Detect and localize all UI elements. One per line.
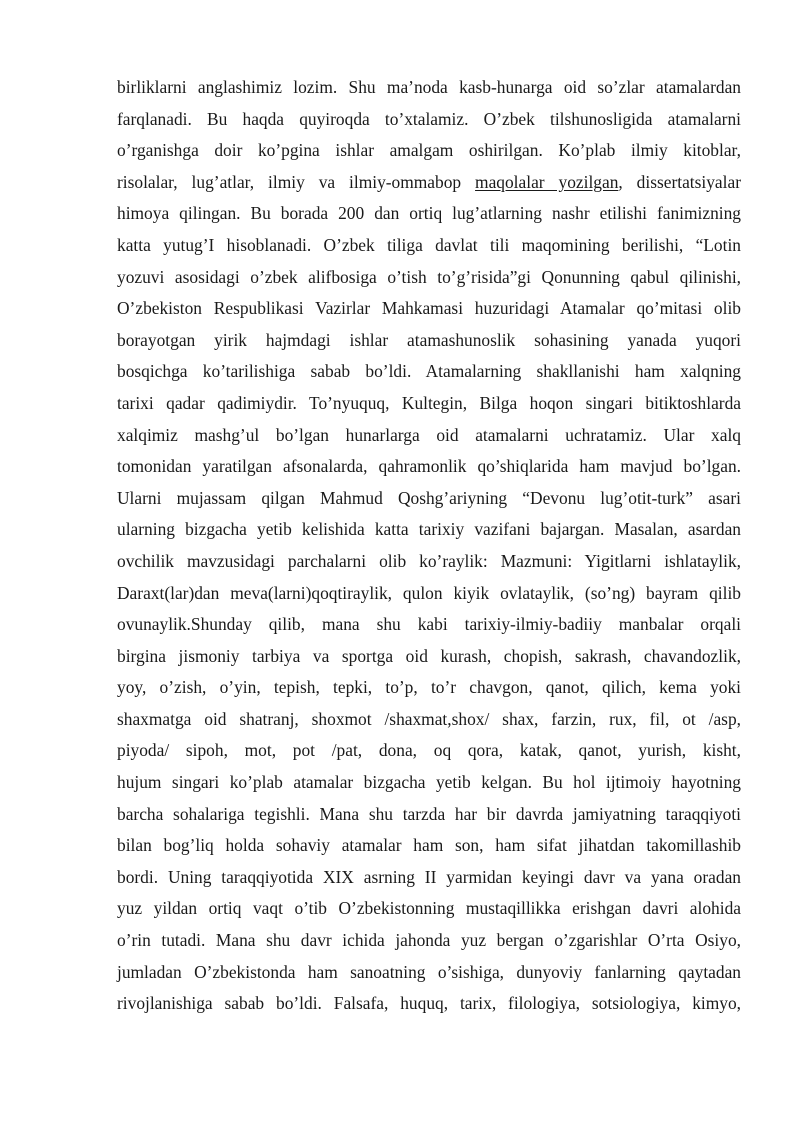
text-segment: yozuvi asosidagi o’zbek alifbosiga o’tish to’g’risida”gi Qonunning qabul qilinishi, (117, 266, 741, 287)
text-segment: yoy, o’zish, o’yin, tepish, tepki, to’p, to’r chavgon, qanot, qilich, kema yoki (117, 677, 741, 698)
text-line (117, 356, 741, 388)
text-segment: bilan bog’liq holda sohaviy atamalar ham son, ham sifat jihatdan takomillashib (117, 835, 741, 856)
text-line (117, 483, 741, 515)
text-segment: borayotgan yirik hajmdagi ishlar atamashunoslik sohasining yanada yuqori (117, 329, 741, 350)
text-segment: shaxmatga oid shatranj, shoxmot /shaxmat,shox/ shax, farzin, rux, fil, ot /asp, (117, 708, 741, 729)
text-segment: , dissertatsiyalar (618, 171, 741, 192)
text-line (117, 578, 741, 610)
text-line (117, 325, 741, 357)
text-line (117, 72, 741, 104)
text-segment: risolalar, lug’atlar, ilmiy va ilmiy-ommabop (117, 171, 476, 192)
text-line (117, 704, 741, 736)
text-line (117, 135, 741, 167)
text-segment: xalqimiz mashg’ul bo’lgan hunarlarga oid atamalarni uchratamiz. Ular xalq (117, 424, 741, 445)
text-segment: ularning bizgacha yetib kelishida katta tarixiy vazifani bajargan. Masalan, asardan (117, 519, 741, 540)
body-text (117, 72, 741, 1020)
text-line (117, 641, 741, 673)
text-segment: jumladan O’zbekistonda ham sanoatning o’sishiga, dunyoviy fanlarning qaytadan (117, 961, 741, 982)
text-line (117, 862, 741, 894)
text-segment: barcha sohalariga tegishli. Mana shu tarzda har bir davrda jamiyatning taraqqiyoti (117, 803, 741, 824)
text-segment: Ularni mujassam qilgan Mahmud Qoshg’ariyning “Devonu lug’otit-turk” asari (117, 487, 741, 508)
text-line (117, 293, 741, 325)
text-line (117, 451, 741, 483)
text-line (117, 767, 741, 799)
text-segment: o’rganishga doir ko’pgina ishlar amalgam oshirilgan. Ko’plab ilmiy kitoblar, (117, 140, 741, 161)
text-segment: hujum singari ko’plab atamalar bizgacha yetib kelgan. Bu hol ijtimoiy hayotning (117, 772, 741, 793)
text-segment: himoya qilingan. Bu borada 200 dan ortiq lug’atlarning nashr etilishi fanimizning (117, 203, 741, 224)
text-segment: farqlanadi. Bu haqda quyiroqda to’xtalamiz. O’zbek tilshunosligida atamalarni (117, 108, 741, 129)
text-segment: o’rin tutadi. Mana shu davr ichida jahonda yuz bergan o’zgarishlar O’rta Osiyo, (117, 930, 741, 951)
text-line (117, 388, 741, 420)
text-segment: tarixi qadar qadimiydir. To’nyuquq, Kultegin, Bilga hoqon singari bitiktoshlarda (117, 392, 741, 413)
text-line (117, 514, 741, 546)
text-line (117, 104, 741, 136)
text-segment: katta yutug’I hisoblanadi. O’zbek tiliga davlat tili maqomining berilishi, “Lotin (117, 234, 741, 255)
text-segment: O’zbekiston Respublikasi Vazirlar Mahkamasi huzuridagi Atamalar qo’mitasi olib (117, 298, 741, 319)
text-segment: piyoda/ sipoh, mot, pot /pat, dona, oq qora, katak, qanot, yurish, kisht, (117, 740, 741, 761)
text-line (117, 925, 741, 957)
text-line (117, 830, 741, 862)
text-segment: birliklarni anglashimiz lozim. Shu ma’noda kasb-hunarga oid so’zlar atamalardan (117, 77, 741, 97)
text-line (117, 672, 741, 704)
text-line (117, 799, 741, 831)
text-line (117, 893, 741, 925)
text-segment: tomonidan yaratilgan afsonalarda, qahramonlik qo’shiqlarida ham mavjud bo’lgan. (117, 456, 741, 477)
text-segment: ovunaylik.Shunday qilib, mana shu kabi tarixiy-ilmiy-badiiy manbalar orqali (117, 614, 741, 635)
text-line (117, 957, 741, 989)
text-line (117, 988, 741, 1020)
text-line (117, 230, 741, 262)
text-line (117, 167, 741, 199)
text-segment: ovchilik mavzusidagi parchalarni olib ko’raylik: Mazmuni: Yigitlarni ishlataylik, (117, 550, 741, 571)
text-line (117, 420, 741, 452)
text-segment: Daraxt(lar)dan meva(larni)qoqtiraylik, qulon kiyik ovlataylik, (so’ng) bayram qilib (117, 582, 741, 603)
text-segment: bosqichga ko’tarilishiga sabab bo’ldi. Atamalarning shakllanishi ham xalqning (117, 361, 741, 382)
text-line (117, 546, 741, 578)
text-line (117, 609, 741, 641)
text-line (117, 198, 741, 230)
text-segment: bordi. Uning taraqqiyotida XIX asrning II yarmidan keyingi davr va yana oradan (117, 866, 741, 887)
text-line (117, 262, 741, 294)
underlined-link[interactable]: maqolalar yozilgan (475, 171, 619, 192)
text-segment: rivojlanishiga sabab bo’ldi. Falsafa, huquq, tarix, filologiya, sotsiologiya, kimyo, (117, 993, 741, 1014)
text-line (117, 735, 741, 767)
text-segment: birgina jismoniy tarbiya va sportga oid kurash, chopish, sakrash, chavandozlik, (117, 645, 741, 666)
text-segment: yuz yildan ortiq vaqt o’tib O’zbekistonning mustaqillikka erishgan davri alohida (117, 898, 741, 919)
